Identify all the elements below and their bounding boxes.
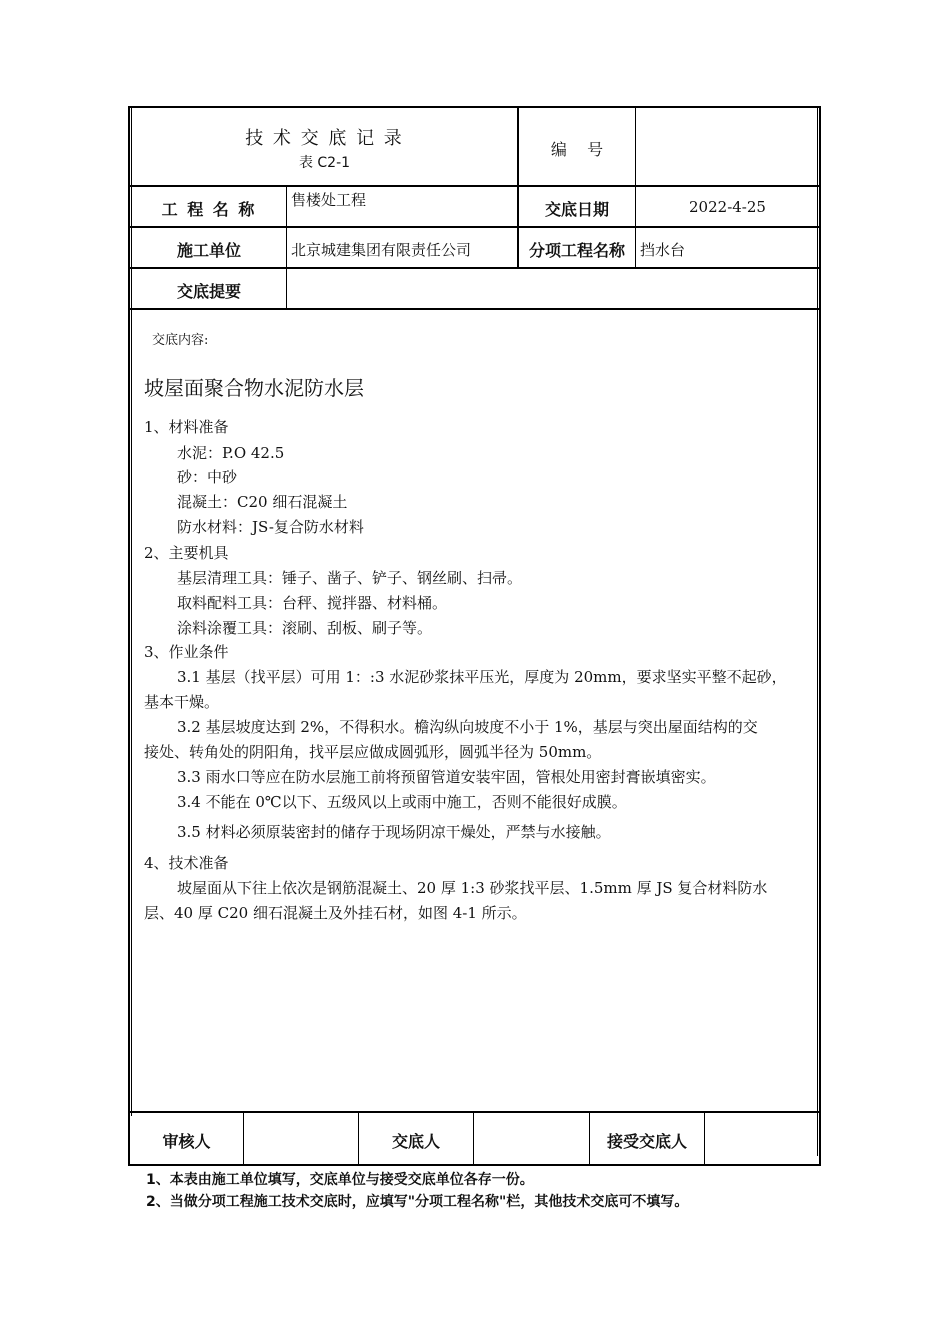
section-heading: 1、材料准备 (144, 418, 229, 436)
col-line-right (635, 106, 636, 268)
contractor-value: 北京城建集团有限责任公司 (291, 241, 472, 259)
paragraph-line: 接处、转角处的阴阳角，找平层应做成圆弧形，圆弧半径为 50mm。 (144, 743, 602, 761)
footer-note: 1、本表由施工单位填写，交底单位与接受交底单位各存一份。 (146, 1172, 534, 1188)
paragraph-line: 3.2 基层坡度达到 2%，不得积水。檐沟纵向坡度不小于 1%，基层与突出屋面结构的交 (177, 718, 758, 736)
row-line-4 (128, 308, 821, 310)
footer-note: 2、当做分项工程施工技术交底时，应填写"分项工程名称"栏，其他技术交底可不填写。 (146, 1194, 689, 1210)
project-name-value: 售楼处工程 (291, 191, 367, 209)
summary-label: 交底提要 (176, 282, 241, 301)
form-title: 技 术 交 底 记 录 (245, 128, 404, 149)
receiver-label: 接受交底人 (606, 1132, 687, 1151)
col-line-label (286, 185, 287, 309)
subitem-value: 挡水台 (640, 241, 686, 259)
row-line-1 (128, 185, 821, 187)
paragraph-line: 3.1 基层（找平层）可用 1：:3 水泥砂浆抹平压光，厚度为 20mm，要求坚实平整不起砂， (177, 668, 787, 686)
contractor-label: 施工单位 (176, 241, 241, 260)
project-name-label: 工 程 名 称 (161, 200, 257, 219)
section-heading: 2、主要机具 (144, 544, 229, 562)
sig-col-5 (704, 1111, 705, 1165)
number-label: 编 号 (550, 140, 604, 159)
table-border-left (128, 106, 130, 1166)
row-line-3 (128, 267, 821, 269)
sig-col-3 (473, 1111, 474, 1165)
list-item: 防水材料：JS-复合防水材料 (177, 518, 364, 536)
paragraph-line: 3.4 不能在 0℃以下、五级风以上或雨中施工，否则不能很好成膜。 (177, 793, 627, 811)
paragraph-line: 坡屋面从下往上依次是钢筋混凝土、20 厚 1:3 砂浆找平层、1.5mm 厚 JS 复合材料防水 (177, 879, 768, 897)
table-border-right (819, 106, 821, 1166)
section-heading: 3、作业条件 (144, 643, 229, 661)
table-border-bottom (128, 1164, 821, 1166)
list-item: 砂：中砂 (177, 468, 238, 486)
discloser-label: 交底人 (391, 1132, 440, 1151)
date-label: 交底日期 (544, 200, 609, 219)
table-inner-right (817, 106, 818, 1156)
list-item: 水泥：P.O 42.5 (177, 444, 285, 462)
subitem-label: 分项工程名称 (528, 241, 625, 260)
date-value: 2022-4-25 (689, 198, 766, 216)
form-code: 表 C2-1 (298, 155, 351, 171)
paragraph-line: 3.3 雨水口等应在防水层施工前将预留管道安装牢固，管根处用密封膏嵌填密实。 (177, 768, 716, 786)
paragraph-line: 3.5 材料必须原装密封的储存于现场阴凉干燥处，严禁与水接触。 (177, 823, 611, 841)
content-label: 交底内容: (152, 333, 209, 348)
list-item: 混凝土：C20 细石混凝土 (177, 493, 348, 511)
row-line-2 (128, 226, 821, 228)
list-item: 取料配料工具：台秤、搅拌器、材料桶。 (177, 594, 448, 612)
list-item: 基层清理工具：锤子、凿子、铲子、钢丝刷、扫帚。 (177, 569, 523, 587)
row-line-5 (128, 1111, 821, 1113)
list-item: 涂料涂覆工具：滚刷、刮板、刷子等。 (177, 619, 433, 637)
section-heading: 4、技术准备 (144, 854, 229, 872)
sig-col-1 (243, 1111, 244, 1165)
reviewer-label: 审核人 (162, 1132, 211, 1151)
paragraph-line: 层、40 厚 C20 细石混凝土及外挂石材，如图 4-1 所示。 (144, 904, 527, 922)
content-heading: 坡屋面聚合物水泥防水层 (144, 376, 364, 400)
table-border-top (128, 106, 821, 108)
paragraph-line: 基本干燥。 (144, 693, 220, 711)
